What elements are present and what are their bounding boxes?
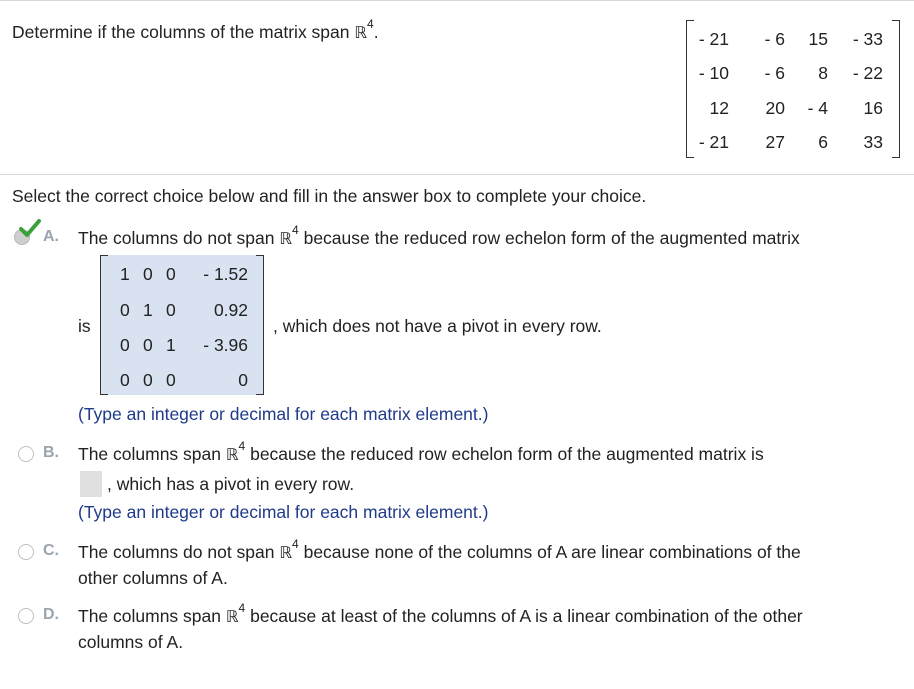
- rref-matrix: [100, 255, 264, 395]
- question-suffix: .: [373, 22, 379, 42]
- space-exponent: 4: [367, 17, 374, 31]
- rref-cell: 0: [166, 300, 176, 320]
- matrix-a-right-bracket: [892, 20, 900, 158]
- matrix-a-cell: 8: [818, 63, 828, 83]
- matrix-a-cell: 6: [818, 132, 828, 152]
- matrix-a-cell: 27: [765, 132, 785, 152]
- option-b-hint: (Type an integer or decimal for each matrix element.): [78, 502, 489, 522]
- matrix-a-cell: - 4: [807, 98, 828, 118]
- question-prefix: Determine if the columns of the matrix span: [12, 22, 355, 42]
- option-c-radio[interactable]: [18, 544, 34, 560]
- rref-cell: 0: [166, 370, 176, 390]
- answer-box[interactable]: [80, 471, 102, 497]
- checkmark-icon: [19, 218, 41, 238]
- rref-cell: 0: [143, 264, 153, 284]
- rref-cell: 0: [120, 335, 130, 355]
- matrix-a: [686, 20, 900, 158]
- option-b-line2: , which has a pivot in every row.: [107, 474, 355, 494]
- question-text: [12, 17, 379, 43]
- matrix-a-cell: 15: [808, 29, 828, 49]
- rref-cell: 0: [120, 370, 130, 390]
- option-a-text: [78, 223, 800, 249]
- rref-cell: - 3.96: [203, 335, 248, 355]
- rref-cell: 0: [143, 370, 153, 390]
- top-divider: [0, 0, 914, 1]
- option-b-text: [78, 439, 764, 465]
- option-d-radio[interactable]: [18, 608, 34, 624]
- option-b-radio[interactable]: [18, 446, 34, 462]
- matrix-a-cell: 20: [765, 98, 785, 118]
- rref-cell: - 1.52: [203, 264, 248, 284]
- matrix-a-cell: - 33: [852, 29, 883, 49]
- option-a-letter: A.: [43, 228, 59, 245]
- space-symbol: ℝ: [225, 445, 239, 464]
- option-c-text: [78, 537, 801, 563]
- rref-cell: 0: [120, 300, 130, 320]
- space-symbol: ℝ: [279, 229, 293, 248]
- space-symbol: ℝ: [354, 23, 368, 42]
- matrix-a-cell: - 6: [764, 63, 785, 83]
- option-a-text-before: The columns do not span: [78, 228, 280, 248]
- space-exponent: 4: [292, 223, 299, 237]
- rref-cell: 1: [166, 335, 176, 355]
- option-d-line2: columns of A.: [78, 632, 184, 652]
- option-d-text-before: The columns span: [78, 606, 226, 626]
- option-c-line2: other columns of A.: [78, 568, 228, 588]
- matrix-a-cell: - 6: [764, 29, 785, 49]
- option-d-letter: D.: [43, 606, 59, 623]
- matrix-a-cell: - 21: [698, 132, 729, 152]
- matrix-a-cell: 12: [709, 98, 729, 118]
- space-symbol: ℝ: [279, 543, 293, 562]
- space-exponent: 4: [292, 537, 299, 551]
- space-symbol: ℝ: [225, 607, 239, 626]
- option-a-hint: (Type an integer or decimal for each matrix element.): [78, 404, 489, 424]
- option-a-text-after: because the reduced row echelon form of the augmented matrix: [298, 228, 800, 248]
- matrix-a-cell: 16: [863, 98, 883, 118]
- matrix-a-cell: - 22: [852, 63, 883, 83]
- rref-cell: 0: [143, 335, 153, 355]
- rref-left-bracket: [100, 255, 108, 395]
- rref-cell: 1: [143, 300, 153, 320]
- option-b-text-after: because the reduced row echelon form of the augmented matrix is: [245, 444, 764, 464]
- option-c-letter: C.: [43, 542, 59, 559]
- option-c-text-after: because none of the columns of A are linear combinations of the: [298, 542, 801, 562]
- option-d-text: [78, 601, 803, 627]
- option-d-text-after: because at least of the columns of A is a linear combination of the other: [245, 606, 803, 626]
- option-a-after-matrix: , which does not have a pivot in every row.: [273, 316, 602, 336]
- matrix-a-cell: 33: [863, 132, 883, 152]
- option-b-letter: B.: [43, 444, 59, 461]
- rref-cell: 0: [166, 264, 176, 284]
- option-a-is-label: is: [78, 316, 91, 336]
- instruction-text: Select the correct choice below and fill in the answer box to complete your choice.: [12, 186, 647, 206]
- space-exponent: 4: [238, 439, 246, 453]
- rref-right-bracket: [256, 255, 264, 395]
- space-exponent: 4: [238, 601, 246, 615]
- rref-cell: 1: [120, 264, 130, 284]
- rref-cell: 0: [238, 370, 248, 390]
- option-b-text-before: The columns span: [78, 444, 226, 464]
- option-c-text-before: The columns do not span: [78, 542, 280, 562]
- matrix-a-cell: - 10: [698, 63, 729, 83]
- section-divider: [0, 174, 914, 175]
- matrix-a-cell: - 21: [698, 29, 729, 49]
- rref-cell: 0.92: [213, 300, 248, 320]
- matrix-a-left-bracket: [686, 20, 694, 158]
